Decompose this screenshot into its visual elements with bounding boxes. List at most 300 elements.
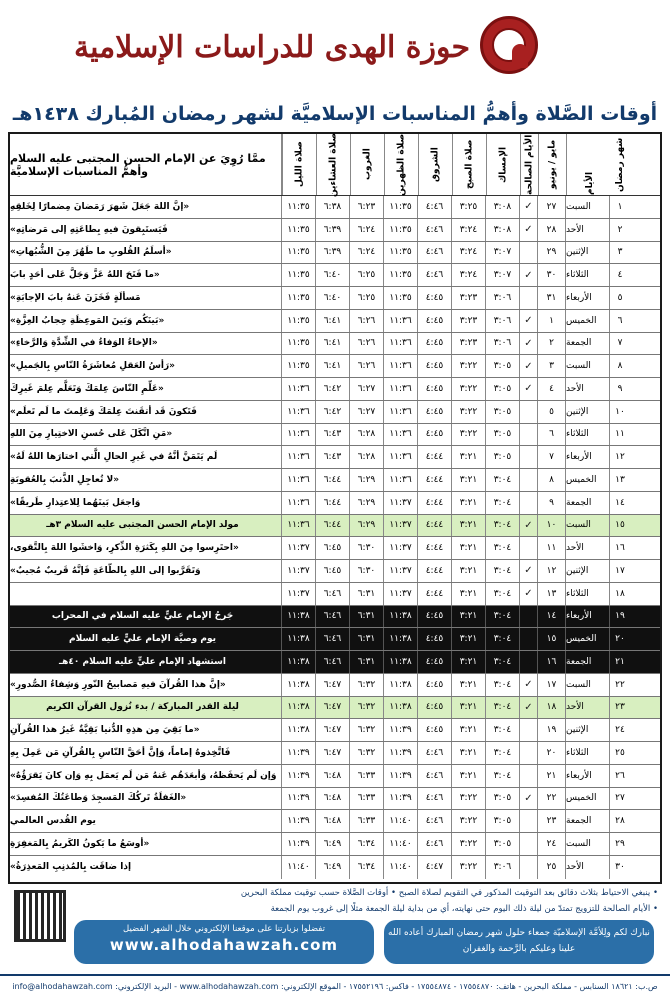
night-time: ١١:٣٦ bbox=[282, 401, 316, 423]
isha-time: ٦:٤٠ bbox=[316, 287, 350, 309]
quote-text: فَاتَّخِذوهُ إماماً، وَإنَّ أحَقَّ النّاسِ بِالقُرآنِ مَن عَمِلَ بِهِ bbox=[10, 742, 282, 764]
header-month: مايو / يونيو bbox=[538, 134, 566, 195]
dhuhr-time: ١١:٣٦ bbox=[384, 424, 418, 446]
imsak-time: ٣:٠٥ bbox=[486, 446, 520, 468]
night-time: ١١:٣٨ bbox=[282, 628, 316, 650]
table-row bbox=[10, 697, 660, 720]
ramadan-day: ١٧ bbox=[615, 565, 625, 576]
dhuhr-time: ١١:٤٠ bbox=[384, 856, 418, 879]
header-text-line1: ممَّا رُوِيَ عن الإمام الحسن المجتبى عليه السلام bbox=[10, 151, 266, 165]
night-time: ١١:٣٩ bbox=[282, 742, 316, 764]
good-day-check bbox=[520, 287, 538, 309]
weekday: السبت bbox=[566, 833, 610, 855]
sunrise-time: ٤:٤٤ bbox=[418, 537, 452, 559]
sunrise-time: ٤:٤٦ bbox=[418, 788, 452, 810]
good-day-check: ✓ bbox=[520, 560, 538, 582]
sunrise-time: ٤:٤٦ bbox=[418, 219, 452, 241]
imsak-time: ٣:٠٦ bbox=[486, 333, 520, 355]
weekday: الجمعة bbox=[566, 810, 610, 832]
table-row bbox=[10, 560, 660, 583]
maghrib-time: ٦:٢٩ bbox=[350, 492, 384, 514]
sunrise-time: ٤:٤٥ bbox=[418, 333, 452, 355]
sunrise-time: ٤:٤٥ bbox=[418, 697, 452, 719]
night-time: ١١:٣٩ bbox=[282, 833, 316, 855]
maghrib-time: ٦:٢٩ bbox=[350, 469, 384, 491]
maghrib-time: ٦:٣٢ bbox=[350, 674, 384, 696]
imsak-time: ٣:٠٤ bbox=[486, 697, 520, 719]
imsak-time: ٣:٠٥ bbox=[486, 401, 520, 423]
good-day-check bbox=[520, 651, 538, 673]
dhuhr-time: ١١:٣٦ bbox=[384, 401, 418, 423]
footer bbox=[8, 886, 662, 970]
fajr-time: ٣:٢٣ bbox=[452, 287, 486, 309]
note-prayer-caution: • ينبغي الاحتياط بثلاث دقائق بعد التوقيت المذكور في التقويم لصلاة الصبح • أوقات الصَّلاة حسب توقيت مملكة البحرين bbox=[240, 888, 658, 898]
good-day-check: ✓ bbox=[520, 583, 538, 605]
fajr-time: ٣:٢١ bbox=[452, 628, 486, 650]
ramadan-day: ٢٦ bbox=[615, 770, 625, 781]
month-day: ٢٩ bbox=[538, 242, 566, 264]
website-box[interactable] bbox=[74, 920, 374, 964]
isha-time: ٦:٤٦ bbox=[316, 606, 350, 628]
isha-time: ٦:٤٧ bbox=[316, 697, 350, 719]
table-row bbox=[10, 583, 660, 606]
dhuhr-time: ١١:٣٦ bbox=[384, 355, 418, 377]
sunrise-time: ٤:٤٥ bbox=[418, 674, 452, 696]
isha-time: ٦:٤٢ bbox=[316, 401, 350, 423]
quote-text: يوم وصيَّة الإمام عليٍّ عليه السلام bbox=[10, 628, 282, 650]
maghrib-time: ٦:٢٧ bbox=[350, 401, 384, 423]
maghrib-time: ٦:٢٣ bbox=[350, 196, 384, 218]
maghrib-time: ٦:٣٢ bbox=[350, 742, 384, 764]
dhuhr-time: ١١:٣٦ bbox=[384, 333, 418, 355]
imsak-time: ٣:٠٨ bbox=[486, 196, 520, 218]
night-time: ١١:٣٥ bbox=[282, 219, 316, 241]
weekday: الأربعاء bbox=[566, 606, 610, 628]
good-day-check bbox=[520, 424, 538, 446]
ramadan-day: ٣ bbox=[617, 247, 623, 258]
fajr-time: ٣:٢١ bbox=[452, 651, 486, 673]
quote-text: «أوسَعُ ما يَكونُ الكَريمُ بِالمَغفِرَةِ bbox=[10, 833, 282, 855]
table-row bbox=[10, 242, 660, 265]
imsak-time: ٣:٠٤ bbox=[486, 537, 520, 559]
quote-text bbox=[10, 583, 282, 605]
month-day: ١٣ bbox=[538, 583, 566, 605]
ramadan-day: ٢٠ bbox=[615, 634, 625, 645]
quote-text: «مَنِ اتَّكَلَ عَلى حُسنِ الاختِيارِ مِنَ اللهِ bbox=[10, 424, 282, 446]
ramadan-day: ٢٢ bbox=[615, 679, 625, 690]
quote-text: إذا ضاقَت بِالمُذنِبِ المَعذِرَةُ» bbox=[10, 856, 282, 879]
maghrib-time: ٦:٢٩ bbox=[350, 515, 384, 537]
sunrise-time: ٤:٤٥ bbox=[418, 606, 452, 628]
fajr-time: ٣:٢٢ bbox=[452, 401, 486, 423]
table-row bbox=[10, 810, 660, 833]
month-day: ٢٤ bbox=[538, 833, 566, 855]
isha-time: ٦:٤١ bbox=[316, 333, 350, 355]
month-day: ٢٠ bbox=[538, 742, 566, 764]
sunrise-time: ٤:٤٦ bbox=[418, 196, 452, 218]
dhuhr-time: ١١:٣٧ bbox=[384, 560, 418, 582]
header-imsak: الإمساك bbox=[486, 134, 520, 195]
month-day: ٢٨ bbox=[538, 219, 566, 241]
sunrise-time: ٤:٤٧ bbox=[418, 856, 452, 879]
timetable bbox=[8, 132, 662, 884]
maghrib-time: ٦:٣٣ bbox=[350, 810, 384, 832]
isha-time: ٦:٤٣ bbox=[316, 424, 350, 446]
month-day: ٢٥ bbox=[538, 856, 566, 879]
imsak-time: ٣:٠٥ bbox=[486, 788, 520, 810]
sunrise-time: ٤:٤٥ bbox=[418, 355, 452, 377]
month-day: ١٦ bbox=[538, 651, 566, 673]
maghrib-time: ٦:٣١ bbox=[350, 583, 384, 605]
fajr-time: ٣:٢٤ bbox=[452, 242, 486, 264]
weekday: الإثنين bbox=[566, 242, 610, 264]
month-day: ١٠ bbox=[538, 515, 566, 537]
sunrise-time: ٤:٤٥ bbox=[418, 310, 452, 332]
isha-time: ٦:٤٥ bbox=[316, 560, 350, 582]
weekday: الجمعة bbox=[566, 333, 610, 355]
good-day-check: ✓ bbox=[520, 697, 538, 719]
weekday: الأحد bbox=[566, 537, 610, 559]
dhuhr-time: ١١:٣٥ bbox=[384, 264, 418, 286]
isha-time: ٦:٤٦ bbox=[316, 628, 350, 650]
night-time: ١١:٣٥ bbox=[282, 242, 316, 264]
quote-text: ليلة القدر المباركة / بدء نُزول القرآن الكريم bbox=[10, 697, 282, 719]
night-time: ١١:٣٨ bbox=[282, 651, 316, 673]
dhuhr-time: ١١:٤٠ bbox=[384, 833, 418, 855]
imsak-time: ٣:٠٤ bbox=[486, 674, 520, 696]
good-day-check: ✓ bbox=[520, 674, 538, 696]
fajr-time: ٣:٢٤ bbox=[452, 264, 486, 286]
fajr-time: ٣:٢١ bbox=[452, 583, 486, 605]
fajr-time: ٣:٢٥ bbox=[452, 196, 486, 218]
ramadan-day: ٢٩ bbox=[615, 838, 625, 849]
table-row bbox=[10, 492, 660, 515]
maghrib-time: ٦:٣١ bbox=[350, 628, 384, 650]
logo-text: حوزة الهدى للدراسات الإسلامية bbox=[74, 30, 470, 65]
header-day: الأيام bbox=[566, 134, 610, 195]
month-day: ٩ bbox=[538, 492, 566, 514]
imsak-time: ٣:٠٥ bbox=[486, 810, 520, 832]
sunrise-time: ٤:٤٥ bbox=[418, 719, 452, 741]
month-day: ٦ bbox=[538, 424, 566, 446]
maghrib-time: ٦:٢٨ bbox=[350, 424, 384, 446]
imsak-time: ٣:٠٤ bbox=[486, 492, 520, 514]
imsak-time: ٣:٠٤ bbox=[486, 742, 520, 764]
quote-text: جَرحُ الإمام عليٍّ عليه السلام في المحراب bbox=[10, 606, 282, 628]
ramadan-day: ١٤ bbox=[615, 497, 625, 508]
good-day-check bbox=[520, 833, 538, 855]
weekday: الخميس bbox=[566, 469, 610, 491]
page-title: أوقات الصَّلاة وأهمُّ المناسبات الإسلاميَّة لشهر رمضان المُبارك ١٤٣٨هـ bbox=[12, 103, 658, 125]
quote-text: «ما فَتَحَ اللهُ عَزَّ وَجَلَّ عَلى أحَدٍ بابَ bbox=[10, 264, 282, 286]
dhuhr-time: ١١:٣٥ bbox=[384, 242, 418, 264]
isha-time: ٦:٤٨ bbox=[316, 810, 350, 832]
dhuhr-time: ١١:٣٩ bbox=[384, 742, 418, 764]
ramadan-day: ٢٨ bbox=[615, 816, 625, 827]
month-day: ١١ bbox=[538, 537, 566, 559]
ramadan-day: ١٠ bbox=[615, 406, 625, 417]
night-time: ١١:٣٦ bbox=[282, 515, 316, 537]
fajr-time: ٣:٢٣ bbox=[452, 310, 486, 332]
header-good-days: الأيام الصالحة bbox=[520, 134, 538, 195]
maghrib-time: ٦:٢٤ bbox=[350, 219, 384, 241]
weekday: الثلاثاء bbox=[566, 583, 610, 605]
contact-bar: ص.ب: ١٨٦٢١ السنابس - مملكة البحرين - هاتف: ١٧٥٥٤٨٧٠ - ١٧٥٥٤٨٧٤ - فاكس: ١٧٥٥٢١٩٦ - الموقع الإلكتروني: www.alhodahawzah.com - البريد الإلكتروني: info@alhodahawzah.com bbox=[0, 974, 670, 1000]
maghrib-time: ٦:٣٠ bbox=[350, 560, 384, 582]
good-day-check bbox=[520, 401, 538, 423]
ramadan-day: ٧ bbox=[617, 338, 623, 349]
quote-text: فَيَستَبِقونَ فيهِ بِطاعَتِهِ إلى مَرضاتِهِ» bbox=[10, 219, 282, 241]
good-day-check: ✓ bbox=[520, 515, 538, 537]
header-night: صلاة الليل bbox=[282, 134, 316, 195]
night-time: ١١:٣٦ bbox=[282, 492, 316, 514]
header-text-column bbox=[10, 134, 282, 195]
imsak-time: ٣:٠٤ bbox=[486, 583, 520, 605]
ramadan-day: ٢٤ bbox=[615, 725, 625, 736]
imsak-time: ٣:٠٦ bbox=[486, 287, 520, 309]
table-row bbox=[10, 742, 660, 765]
good-day-check: ✓ bbox=[520, 310, 538, 332]
weekday: الأربعاء bbox=[566, 287, 610, 309]
isha-time: ٦:٣٩ bbox=[316, 242, 350, 264]
night-time: ١١:٣٥ bbox=[282, 264, 316, 286]
sunrise-time: ٤:٤٤ bbox=[418, 560, 452, 582]
good-day-check bbox=[520, 810, 538, 832]
month-day: ٢٢ bbox=[538, 788, 566, 810]
isha-time: ٦:٤٨ bbox=[316, 788, 350, 810]
night-time: ١١:٣٦ bbox=[282, 446, 316, 468]
ramadan-day: ٦ bbox=[617, 315, 623, 326]
sunrise-time: ٤:٤٦ bbox=[418, 765, 452, 787]
weekday: الأحد bbox=[566, 378, 610, 400]
imsak-time: ٣:٠٨ bbox=[486, 219, 520, 241]
fajr-time: ٣:٢٢ bbox=[452, 355, 486, 377]
header-isha: صلاة العشاءين bbox=[316, 134, 350, 195]
ramadan-day: ١١ bbox=[615, 429, 625, 440]
table-body bbox=[10, 196, 660, 879]
table-row bbox=[10, 833, 660, 856]
sunrise-time: ٤:٤٥ bbox=[418, 401, 452, 423]
header-sunrise: الشروق bbox=[418, 134, 452, 195]
quote-text: مَسألَةٍ فَخَزَنَ عَنهُ بابَ الإجابَةِ» bbox=[10, 287, 282, 309]
sunrise-time: ٤:٤٦ bbox=[418, 810, 452, 832]
night-time: ١١:٣٨ bbox=[282, 697, 316, 719]
dhuhr-time: ١١:٣٧ bbox=[384, 492, 418, 514]
good-day-check bbox=[520, 446, 538, 468]
quote-text: «الغَفلَةُ تَركُكَ المَسجِدَ وَطاعَتُكَ المُفسِدَ» bbox=[10, 788, 282, 810]
maghrib-time: ٦:٢٨ bbox=[350, 446, 384, 468]
dhuhr-time: ١١:٣٦ bbox=[384, 310, 418, 332]
quote-text: وَاجعَل بَينَهُما لِلاعتِذارِ طَريقًا» bbox=[10, 492, 282, 514]
quote-text: «لا تُعاجِلِ الذَّنبَ بِالعُقوبَةِ bbox=[10, 469, 282, 491]
fajr-time: ٣:٢٣ bbox=[452, 333, 486, 355]
fajr-time: ٣:٢١ bbox=[452, 674, 486, 696]
weekday: الثلاثاء bbox=[566, 264, 610, 286]
month-day: ٧ bbox=[538, 446, 566, 468]
maghrib-time: ٦:٢٦ bbox=[350, 355, 384, 377]
month-day: ٢١ bbox=[538, 765, 566, 787]
ramadan-day: ١٢ bbox=[615, 452, 625, 463]
isha-time: ٦:٤٦ bbox=[316, 583, 350, 605]
imsak-time: ٣:٠٥ bbox=[486, 424, 520, 446]
sunrise-time: ٤:٤٤ bbox=[418, 583, 452, 605]
isha-time: ٦:٤١ bbox=[316, 355, 350, 377]
good-day-check: ✓ bbox=[520, 219, 538, 241]
maghrib-time: ٦:٣٣ bbox=[350, 765, 384, 787]
table-row bbox=[10, 606, 660, 629]
sunrise-time: ٤:٤٤ bbox=[418, 492, 452, 514]
night-time: ١١:٣٩ bbox=[282, 765, 316, 787]
dhuhr-time: ١١:٣٩ bbox=[384, 788, 418, 810]
ramadan-day: ٢ bbox=[617, 224, 623, 235]
ramadan-day: ١٨ bbox=[615, 588, 625, 599]
weekday: الأربعاء bbox=[566, 446, 610, 468]
month-day: ٥ bbox=[538, 401, 566, 423]
logo-seal-icon bbox=[480, 16, 538, 74]
dhuhr-time: ١١:٣٧ bbox=[384, 537, 418, 559]
quote-text: يوم القُدس العالمي bbox=[10, 810, 282, 832]
isha-time: ٦:٤١ bbox=[316, 310, 350, 332]
table-row bbox=[10, 378, 660, 401]
quote-text: لَم يَتَمَنَّ أنَّهُ في غَيرِ الحالِ الَّتي اختارَها اللهُ لَهُ» bbox=[10, 446, 282, 468]
night-time: ١١:٣٥ bbox=[282, 310, 316, 332]
fajr-time: ٣:٢١ bbox=[452, 492, 486, 514]
good-day-check bbox=[520, 606, 538, 628]
imsak-time: ٣:٠٤ bbox=[486, 469, 520, 491]
maghrib-time: ٦:٣٢ bbox=[350, 719, 384, 741]
imsak-time: ٣:٠٥ bbox=[486, 378, 520, 400]
weekday: الأحد bbox=[566, 219, 610, 241]
quote-text: مولد الإمام الحسن المجتبى عليه السلام ٣هـ bbox=[10, 515, 282, 537]
good-day-check: ✓ bbox=[520, 788, 538, 810]
good-day-check: ✓ bbox=[520, 264, 538, 286]
weekday: الإثنين bbox=[566, 719, 610, 741]
table-row bbox=[10, 333, 660, 356]
dhuhr-time: ١١:٤٠ bbox=[384, 810, 418, 832]
imsak-time: ٣:٠٥ bbox=[486, 355, 520, 377]
good-day-check: ✓ bbox=[520, 378, 538, 400]
maghrib-time: ٦:٢٥ bbox=[350, 287, 384, 309]
imsak-time: ٣:٠٤ bbox=[486, 719, 520, 741]
website-link[interactable]: www.alhodahawzah.com bbox=[109, 936, 339, 954]
table-row bbox=[10, 537, 660, 560]
maghrib-time: ٦:٣٣ bbox=[350, 788, 384, 810]
imsak-time: ٣:٠٤ bbox=[486, 651, 520, 673]
imsak-time: ٣:٠٤ bbox=[486, 765, 520, 787]
dhuhr-time: ١١:٣٨ bbox=[384, 674, 418, 696]
quote-text: وَتَقَرَّبوا إلى اللهِ بِالطّاعَةِ فَإنَّهُ قَريبٌ مُجيبٌ» bbox=[10, 560, 282, 582]
fajr-time: ٣:٢١ bbox=[452, 606, 486, 628]
weekday: الثلاثاء bbox=[566, 742, 610, 764]
sunrise-time: ٤:٤٥ bbox=[418, 287, 452, 309]
night-time: ١١:٣٨ bbox=[282, 719, 316, 741]
ramadan-day: ٤ bbox=[617, 270, 623, 281]
sunrise-time: ٤:٤٤ bbox=[418, 515, 452, 537]
fajr-time: ٣:٢١ bbox=[452, 742, 486, 764]
weekday: السبت bbox=[566, 674, 610, 696]
maghrib-time: ٦:٣٠ bbox=[350, 537, 384, 559]
quote-text: «ما بَقِيَ مِن هذِهِ الدُّنيا بَقِيَّةٌ غَيرُ هذا القُرآنِ bbox=[10, 719, 282, 741]
table-row bbox=[10, 355, 660, 378]
table-row bbox=[10, 401, 660, 424]
night-time: ١١:٣٧ bbox=[282, 537, 316, 559]
maghrib-time: ٦:٣١ bbox=[350, 651, 384, 673]
month-day: ٣٠ bbox=[538, 264, 566, 286]
ramadan-day: ١٥ bbox=[615, 520, 625, 531]
weekday: السبت bbox=[566, 355, 610, 377]
isha-time: ٦:٤٧ bbox=[316, 674, 350, 696]
good-day-check bbox=[520, 628, 538, 650]
table-row bbox=[10, 719, 660, 742]
sunrise-time: ٤:٤٤ bbox=[418, 446, 452, 468]
sunrise-time: ٤:٤٦ bbox=[418, 742, 452, 764]
night-time: ١١:٣٦ bbox=[282, 424, 316, 446]
imsak-time: ٣:٠٤ bbox=[486, 628, 520, 650]
maghrib-time: ٦:٢٦ bbox=[350, 310, 384, 332]
good-day-check: ✓ bbox=[520, 196, 538, 218]
fajr-time: ٣:٢١ bbox=[452, 446, 486, 468]
isha-time: ٦:٤٩ bbox=[316, 856, 350, 879]
fajr-time: ٣:٢١ bbox=[452, 719, 486, 741]
weekday: الجمعة bbox=[566, 492, 610, 514]
ramadan-day: ٨ bbox=[617, 361, 623, 372]
ramadan-day: ١٣ bbox=[615, 474, 625, 485]
imsak-time: ٣:٠٤ bbox=[486, 515, 520, 537]
night-time: ١١:٣٥ bbox=[282, 355, 316, 377]
header-maghrib: الغروب bbox=[350, 134, 384, 195]
dhuhr-time: ١١:٣٧ bbox=[384, 583, 418, 605]
qr-code-icon[interactable] bbox=[14, 890, 66, 942]
maghrib-time: ٦:٢٤ bbox=[350, 242, 384, 264]
night-time: ١١:٣٩ bbox=[282, 788, 316, 810]
sunrise-time: ٤:٤٦ bbox=[418, 833, 452, 855]
visit-text: تفضلوا بزيارتنا على موقعنا الإلكتروني خلال الشهر الفضيل bbox=[123, 924, 325, 934]
quote-text: «إنَّ اللهَ جَعَلَ شَهرَ رَمَضانَ مِضمارًا لِخَلقِهِ bbox=[10, 196, 282, 218]
month-day: ٢٧ bbox=[538, 196, 566, 218]
dhuhr-time: ١١:٣٦ bbox=[384, 378, 418, 400]
isha-time: ٦:٤٧ bbox=[316, 719, 350, 741]
weekday: الجمعة bbox=[566, 651, 610, 673]
fajr-time: ٣:٢٢ bbox=[452, 424, 486, 446]
ramadan-day: ٥ bbox=[617, 292, 623, 303]
isha-time: ٦:٤٢ bbox=[316, 378, 350, 400]
good-day-check bbox=[520, 469, 538, 491]
maghrib-time: ٦:٣٤ bbox=[350, 856, 384, 879]
night-time: ١١:٣٧ bbox=[282, 560, 316, 582]
dhuhr-time: ١١:٣٩ bbox=[384, 765, 418, 787]
quote-text: «احتَرِسوا مِنَ اللهِ بِكَثرَةِ الذِّكرِ، وَاخشَوا اللهَ بِالتَّقوى، bbox=[10, 537, 282, 559]
month-day: ١٥ bbox=[538, 628, 566, 650]
table-row bbox=[10, 219, 660, 242]
table-row bbox=[10, 628, 660, 651]
isha-time: ٦:٤٦ bbox=[316, 651, 350, 673]
imsak-time: ٣:٠٦ bbox=[486, 856, 520, 879]
table-row bbox=[10, 674, 660, 697]
quote-text: «عَلِّمِ النّاسَ عِلمَكَ وَتَعَلَّم عِلمَ غَيرِكَ bbox=[10, 378, 282, 400]
isha-time: ٦:٤٧ bbox=[316, 742, 350, 764]
ramadan-day: ٢٥ bbox=[615, 747, 625, 758]
fajr-time: ٣:٢١ bbox=[452, 765, 486, 787]
fajr-time: ٣:٢١ bbox=[452, 697, 486, 719]
dhuhr-time: ١١:٣٨ bbox=[384, 697, 418, 719]
good-day-check bbox=[520, 492, 538, 514]
table-row bbox=[10, 856, 660, 879]
good-day-check bbox=[520, 719, 538, 741]
night-time: ١١:٣٦ bbox=[282, 469, 316, 491]
weekday: الأحد bbox=[566, 697, 610, 719]
table-row bbox=[10, 788, 660, 811]
isha-time: ٦:٤٣ bbox=[316, 446, 350, 468]
